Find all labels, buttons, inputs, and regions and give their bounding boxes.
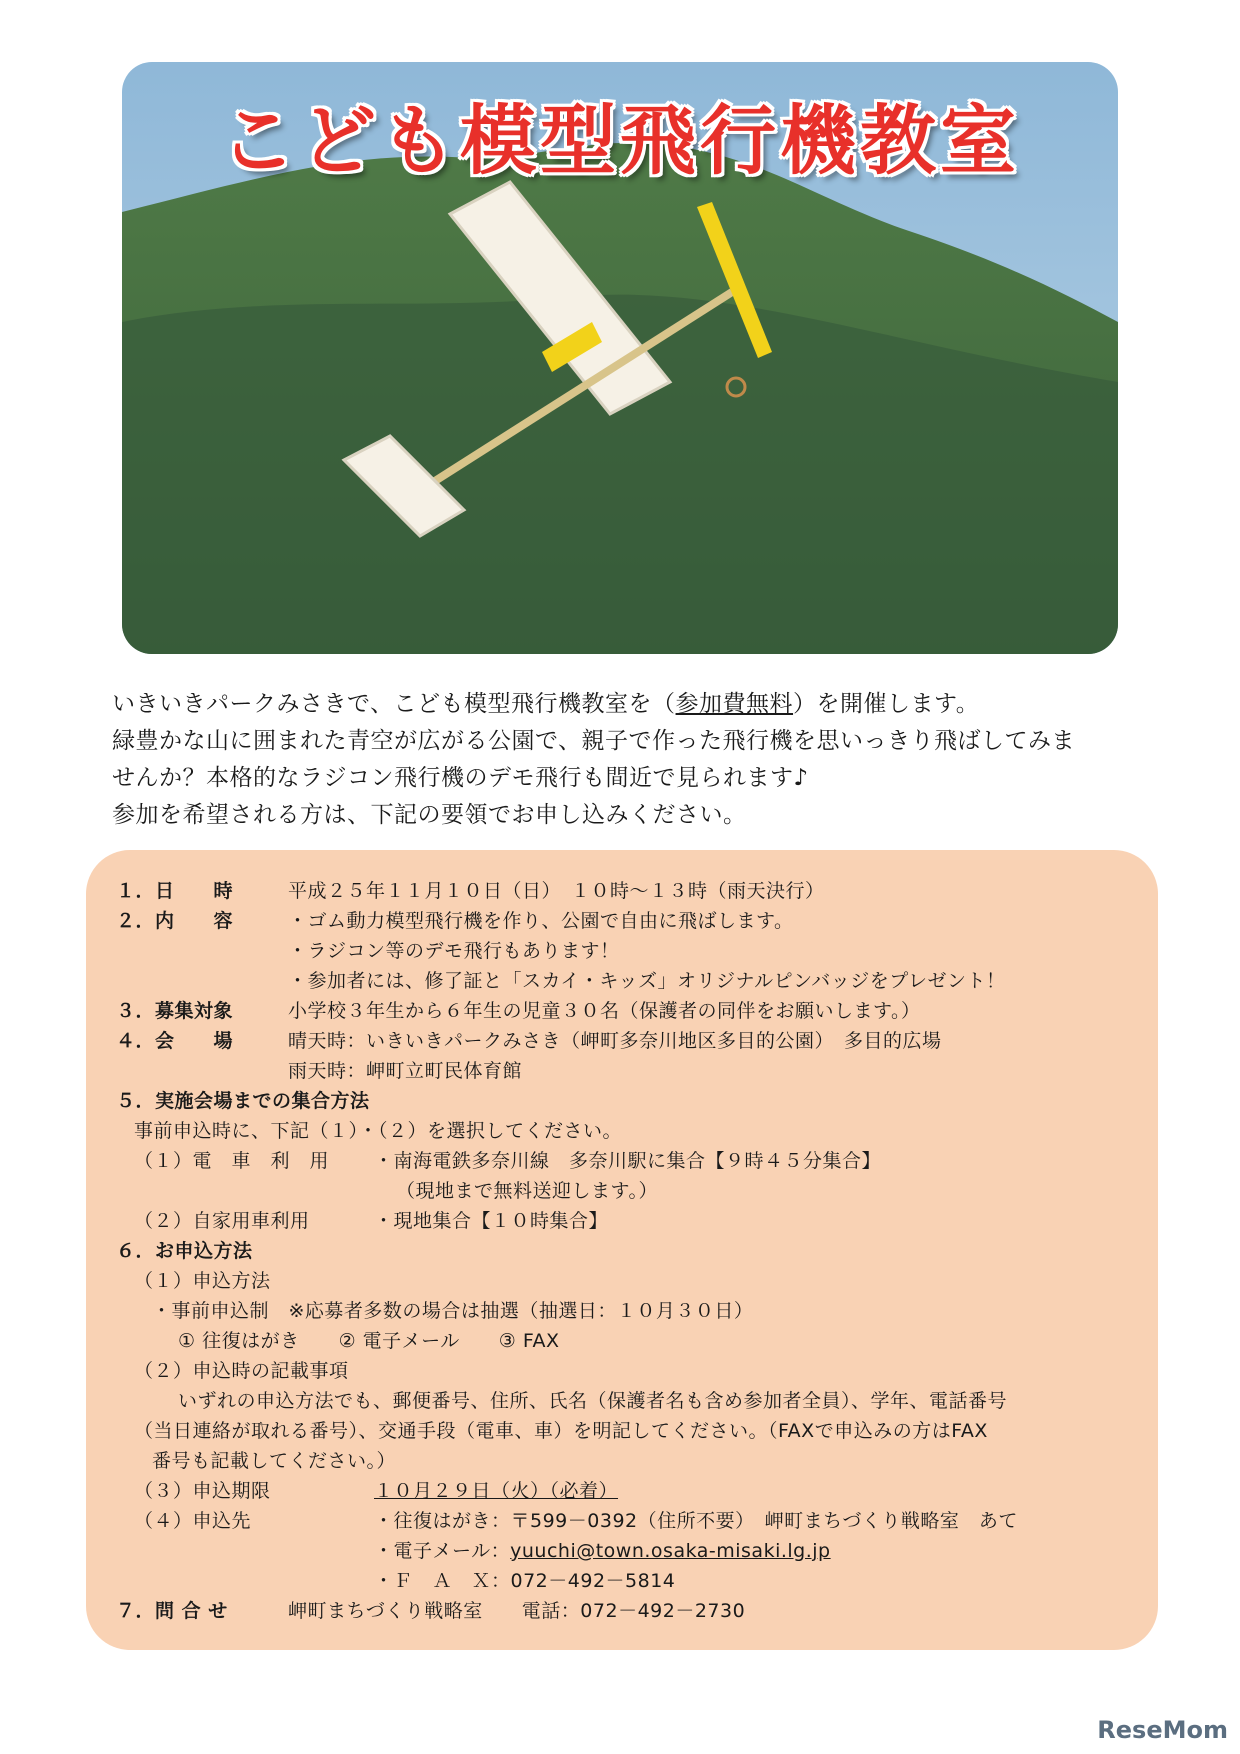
apply-fields-line-1: いずれの申込方法でも、郵便番号、住所、氏名（保護者名も含め参加者全員）、学年、電話番号 bbox=[178, 1390, 1008, 1412]
section-target-value: 小学校３年生から６年生の児童３０名（保護者の同伴をお願いします。） bbox=[288, 1000, 921, 1022]
apply-fields-line-2: （当日連絡が取れる番号）、交通手段（電車、車）を明記してください。（FAXで申込みの方はFAX bbox=[134, 1420, 988, 1442]
section-meeting-label: ５．実施会場までの集合方法 bbox=[116, 1090, 370, 1112]
intro-line-2: 緑豊かな山に囲まれた青空が広がる公園で、親子で作った飛行機を思いっきり飛ばしてみま bbox=[112, 728, 1076, 754]
meeting-option-2-label: （２）自家用車利用 bbox=[134, 1210, 310, 1232]
details-box bbox=[86, 850, 1158, 1650]
email-link[interactable]: yuuchi@town.osaka-misaki.lg.jp bbox=[510, 1540, 831, 1562]
venue-fine: 晴天時：いきいきパークみさき（岬町多奈川地区多目的公園） 多目的広場 bbox=[288, 1030, 942, 1052]
page-title: こども模型飛行機教室 bbox=[220, 96, 1020, 185]
apply-destination-post: ・往復はがき：〒599－0392（住所不要） 岬町まちづくり戦略室 あて bbox=[374, 1510, 1018, 1532]
apply-fields-label: （２）申込時の記載事項 bbox=[134, 1360, 349, 1382]
apply-method-value: ・事前申込制 ※応募者多数の場合は抽選（抽選日：１０月３０日） bbox=[152, 1300, 754, 1322]
apply-deadline-label: （３）申込期限 bbox=[134, 1480, 271, 1502]
free-fee-label: 参加費無料 bbox=[675, 691, 794, 717]
section-date-label: １．日 時 bbox=[116, 880, 234, 902]
section-contact-value: 岬町まちづくり戦略室 電話：072－492－2730 bbox=[288, 1600, 746, 1622]
apply-destination-mail-label: ・電子メール： bbox=[374, 1540, 511, 1562]
meeting-option-1-label: （１）電 車 利 用 bbox=[134, 1150, 330, 1172]
content-item-3: ・参加者には、修了証と「スカイ・キッズ」オリジナルピンバッジをプレゼント！ bbox=[288, 970, 1006, 992]
section-contact-label: ７．問 合 せ bbox=[116, 1600, 228, 1622]
apply-destination-label: （４）申込先 bbox=[134, 1510, 252, 1532]
apply-method-label: （１）申込方法 bbox=[134, 1270, 271, 1292]
intro-line-4: 参加を希望される方は、下記の要領でお申し込みください。 bbox=[112, 802, 747, 828]
apply-deadline-value: １０月２９日（火）（必着） bbox=[374, 1480, 619, 1502]
meeting-option-1-note: （現地まで無料送迎します。） bbox=[396, 1180, 658, 1202]
section-content-label: ２．内 容 bbox=[116, 910, 234, 932]
intro-text bbox=[112, 686, 1142, 834]
apply-method-options: ① 往復はがき ② 電子メール ③ FAX bbox=[178, 1330, 560, 1352]
apply-fields-line-3: 番号も記載してください。） bbox=[152, 1450, 397, 1472]
section-apply-label: ６．お申込方法 bbox=[116, 1240, 253, 1262]
apply-destination-mail-row bbox=[374, 1536, 831, 1563]
meeting-option-2-value: ・現地集合【１０時集合】 bbox=[374, 1210, 609, 1232]
content-item-2: ・ラジコン等のデモ飛行もあります！ bbox=[288, 940, 620, 962]
apply-destination-fax: ・Ｆ Ａ Ｘ：072－492－5814 bbox=[374, 1570, 676, 1592]
section-date-value: 平成２５年１１月１０日（日） １０時～１３時（雨天決行） bbox=[288, 880, 825, 902]
intro-line-3: せんか？本格的なラジコン飛行機のデモ飛行も間近で見られます♪ bbox=[112, 765, 809, 791]
venue-rain: 雨天時：岬町立町民体育館 bbox=[288, 1060, 523, 1082]
section-target-label: ３．募集対象 bbox=[116, 1000, 234, 1022]
meeting-option-1-value: ・南海電鉄多奈川線 多奈川駅に集合【９時４５分集合】 bbox=[374, 1150, 882, 1172]
intro-line-1 bbox=[112, 686, 1142, 723]
meeting-intro: 事前申込時に、下記（１）・（２）を選択してください。 bbox=[134, 1120, 623, 1142]
hero-photo bbox=[122, 62, 1118, 654]
watermark-logo: ReseMom bbox=[1097, 1716, 1228, 1744]
intro-line-1b: ）を開催します。 bbox=[793, 691, 980, 717]
content-item-1: ・ゴム動力模型飛行機を作り、公園で自由に飛ばします。 bbox=[288, 910, 794, 932]
section-venue-label: ４．会 場 bbox=[116, 1030, 234, 1052]
intro-line-1a: いきいきパークみさきで、こども模型飛行機教室を（ bbox=[112, 691, 676, 717]
